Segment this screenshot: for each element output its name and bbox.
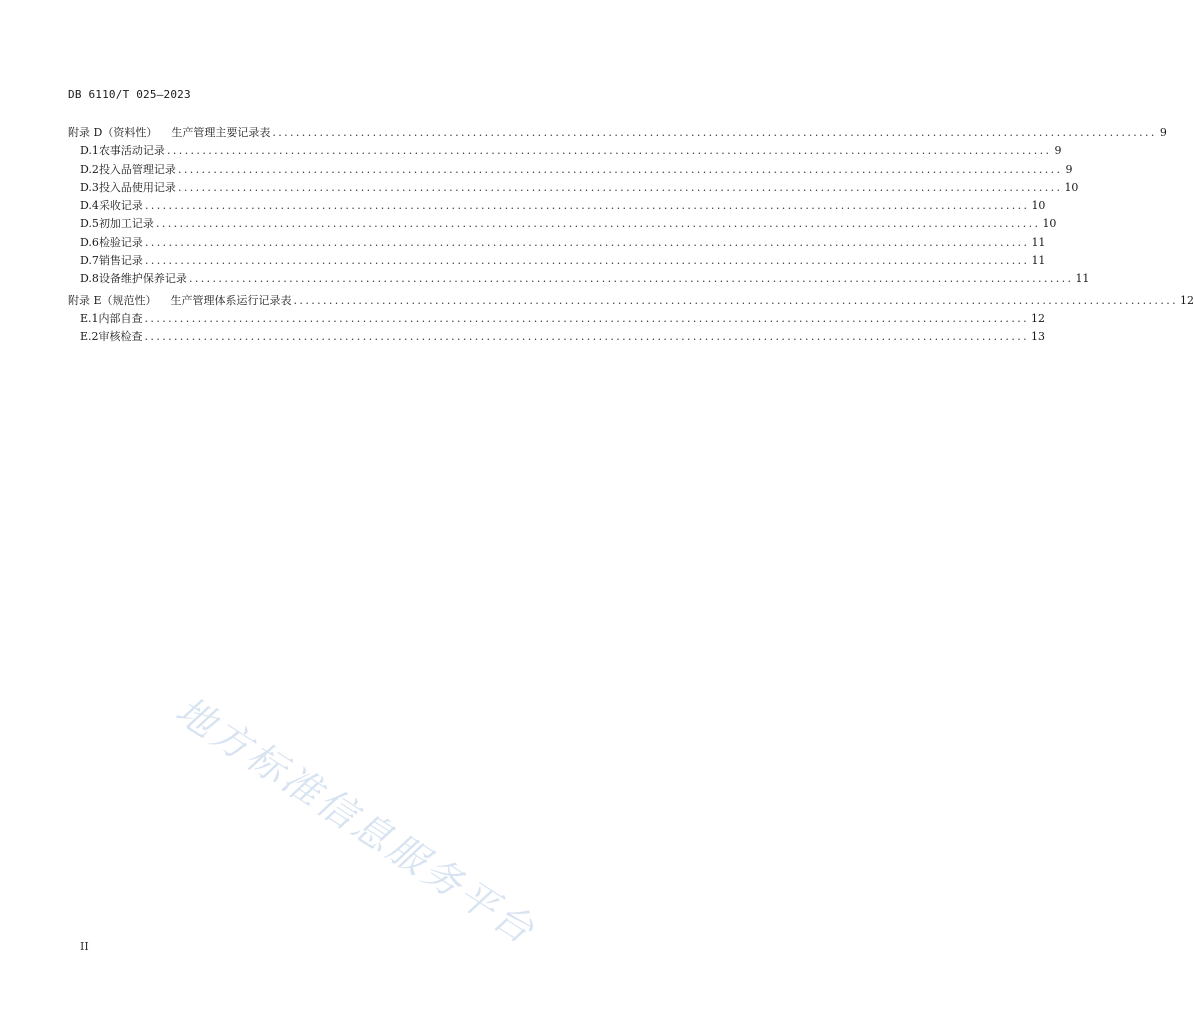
page-number: 10 (1042, 217, 1057, 231)
dot-leader: ...................................................................................................................................................... (177, 162, 1063, 176)
dot-leader: ...................................................................................................................................................... (144, 199, 1030, 213)
page-number: 9 (1159, 126, 1167, 139)
toc-entry-d5[interactable] (68, 215, 1057, 233)
dot-leader: ...................................................................................................................................................... (272, 126, 1157, 139)
entry-title: 采收记录 (98, 199, 143, 213)
dot-leader: ...................................................................................................................................................... (293, 293, 1179, 307)
dot-leader: ...................................................................................................................................................... (144, 330, 1030, 344)
page-number: 9 (1065, 162, 1073, 176)
table-of-contents (68, 124, 1194, 347)
toc-entry-d1[interactable] (68, 142, 1062, 160)
entry-title: 投入品使用记录 (98, 180, 176, 194)
entry-number: D.3 (80, 180, 99, 194)
entry-title: 检验记录 (98, 235, 143, 249)
page-number: 10 (1031, 199, 1046, 213)
toc-entry-e1[interactable] (68, 310, 1046, 328)
entry-title: 农事活动记录 (98, 144, 165, 158)
page-number: 11 (1075, 272, 1090, 286)
entry-title: 销售记录 (98, 254, 143, 268)
entry-title: 投入品管理记录 (98, 162, 176, 176)
entry-number: D.7 (80, 254, 99, 268)
dot-leader: ...................................................................................................................................................... (144, 311, 1030, 325)
page-number: 12 (1180, 293, 1194, 307)
watermark: 地方标准信息服务平台 (168, 687, 545, 954)
entry-number: D.1 (80, 144, 99, 158)
appendix-label: 附录 D（资料性） (68, 126, 158, 139)
page-number: 12 (1031, 311, 1046, 325)
entry-number: D.6 (80, 235, 99, 249)
toc-entry-d2[interactable] (68, 161, 1073, 179)
appendix-title: 生产管理主要记录表 (171, 126, 271, 139)
toc-entry-e2[interactable] (68, 328, 1046, 346)
toc-entry-d7[interactable] (68, 252, 1046, 270)
toc-entry-d4[interactable] (68, 197, 1046, 215)
appendix-title: 生产管理体系运行记录表 (170, 293, 292, 307)
entry-number: D.8 (80, 272, 99, 286)
entry-number: E.2 (80, 330, 99, 344)
page-number-footer: II (80, 940, 89, 953)
page-number: 10 (1064, 180, 1079, 194)
appendix-label: 附录 E（规范性） (68, 293, 157, 307)
entry-title: 审核检查 (98, 330, 143, 344)
entry-title: 初加工记录 (98, 217, 154, 231)
entry-number: D.5 (80, 217, 99, 231)
dot-leader: ...................................................................................................................................................... (144, 235, 1030, 249)
page-number: 11 (1031, 235, 1046, 249)
toc-entry-d8[interactable] (68, 270, 1090, 288)
dot-leader: ...................................................................................................................................................... (177, 180, 1063, 194)
dot-leader: ...................................................................................................................................................... (155, 217, 1041, 231)
entry-title: 内部自查 (98, 311, 143, 325)
dot-leader: ...................................................................................................................................................... (166, 144, 1052, 158)
entry-number: D.4 (80, 199, 99, 213)
standard-number-header: DB 6110/T 025—2023 (68, 88, 191, 101)
toc-entry-d3[interactable] (68, 179, 1079, 197)
page-number: 13 (1031, 330, 1046, 344)
toc-entry-appendix-e[interactable] (68, 292, 1194, 310)
toc-entry-appendix-d[interactable] (68, 124, 1167, 142)
entry-number: D.2 (80, 162, 99, 176)
toc-entry-d6[interactable] (68, 234, 1046, 252)
dot-leader: ...................................................................................................................................................... (188, 272, 1074, 286)
dot-leader: ...................................................................................................................................................... (144, 254, 1030, 268)
entry-number: E.1 (80, 311, 99, 325)
entry-title: 设备维护保养记录 (98, 272, 187, 286)
page-number: 11 (1031, 254, 1046, 268)
page-number: 9 (1054, 144, 1062, 158)
